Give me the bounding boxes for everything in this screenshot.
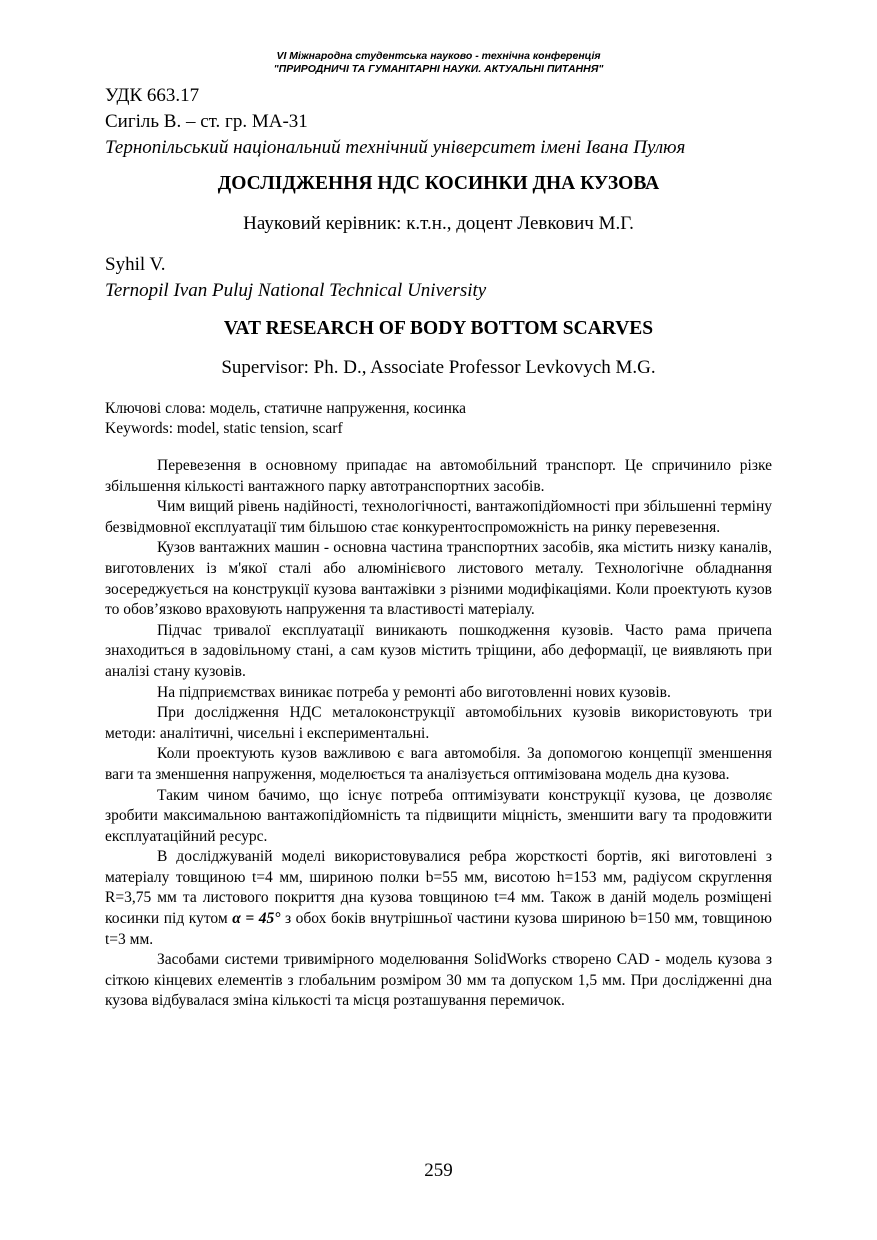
paragraph: Кузов вантажних машин - основна частина транспортних засобів, яка містить низку каналів, виготовлених із м'якої сталі або алюмінієвого листового металу. Технологічне обладнання зосереджується на конструкції кузова вантажівки з різними модифікаціями. Коли проектують кузов то обов’язково враховують напруження та властивості матеріалу. [105,539,772,619]
ua-supervisor: Науковий керівник: к.т.н., доцент Левкович М.Г. [243,213,634,234]
paragraph: Таким чином бачимо, що існує потреба оптимізувати конструкції кузова, це дозволяє зробити максимальною вантажопідйомність та підвищити міцність, зменшити вагу та продовжити експлуатаційний ресурс. [105,786,772,845]
paragraph-with-formula [105,847,772,950]
conference-line-1: VI Міжнародна студентська науково - технічна конференція [276,50,601,62]
paragraph: При дослідження НДС металоконструкції автомобільних кузовів використовують три методи: аналітичні, чисельні і експериментальні. [105,704,772,742]
paragraph: Коли проектують кузов важливою є вага автомобіля. За допомогою концепції зменшення ваги та зменшення напруження, моделюється та аналізується оптимізована модель дна кузова. [105,745,772,783]
en-affiliation: Ternopil Ivan Puluj National Technical University [105,280,487,301]
paragraph: Засобами системи тривимірного моделювання SolidWorks створено CAD - модель кузова з сіткою кінцевих елементів з глобальним розміром 30 мм та допуском 1,5 мм. При дослідженні дна кузова відбувалася зміна кількості та місця розташування перемичок. [105,951,772,1010]
en-author: Syhil V. [105,254,166,275]
angle-formula: α = 45° [232,910,281,928]
udc-code: УДК 663.17 [105,85,200,106]
en-title: VAT RESEARCH OF BODY BOTTOM SCARVES [223,318,654,339]
body-text [105,456,772,1012]
paragraph-text: В досліджуваній моделі використовувалися ребра жорсткості бортів, які виготовлені з матеріалу товщиною t=4 мм, шириною полки b=55 мм, висотою h=153 мм, радіусом скруглення R=3,75 мм та листового покриття дна кузова товщиною t=4 мм. Також в даній модель розміщені косинки під кутом [105,848,772,928]
page-number: 259 [424,1160,453,1181]
conference-header [0,50,877,76]
en-meta-block [105,252,486,304]
keywords-ua: Ключові слова: модель, статичне напруження, косинка [105,400,467,417]
paragraph: Підчас тривалої експлуатації виникають пошкодження кузовів. Часто рама причепа знаходиться в задовільному стані, а сам кузов містить тріщини, або деформації, це виявляють при аналізі стану кузовів. [105,621,772,680]
keywords-en: Keywords: model, static tension, scarf [105,420,343,437]
conference-line-2: "ПРИРОДНИЧІ ТА ГУМАНІТАРНІ НАУКИ. АКТУАЛЬНІ ПИТАННЯ" [273,63,604,75]
ua-title: ДОСЛІДЖЕННЯ НДС КОСИНКИ ДНА КУЗОВА [217,173,660,194]
paragraph-text: з обох боків внутрішньої частини кузова шириною b=150 мм, товщиною t=3 мм. [105,910,772,948]
paragraph: Чим вищий рівень надійності, технологічності, вантажопідйомності при збільшенні терміну безвідмовної експлуатації тим більшою стає конкурентоспроможність на ринку перевезення. [105,498,772,536]
en-supervisor: Supervisor: Ph. D., Associate Professor Levkovych M.G. [221,357,656,378]
ua-affiliation: Тернопільський національний технічний університет імені Івана Пулюя [105,137,686,158]
paragraph: Перевезення в основному припадає на автомобільний транспорт. Це спричинило різке збільшення кількості вантажного парку автотранспортних засобів. [105,457,772,495]
ua-meta-block [105,83,685,161]
paragraph: На підприємствах виникає потреба у ремонті або виготовленні нових кузовів. [157,683,671,701]
keywords-block [105,399,466,439]
ua-author: Сигіль В. – ст. гр. МА-31 [105,111,308,132]
